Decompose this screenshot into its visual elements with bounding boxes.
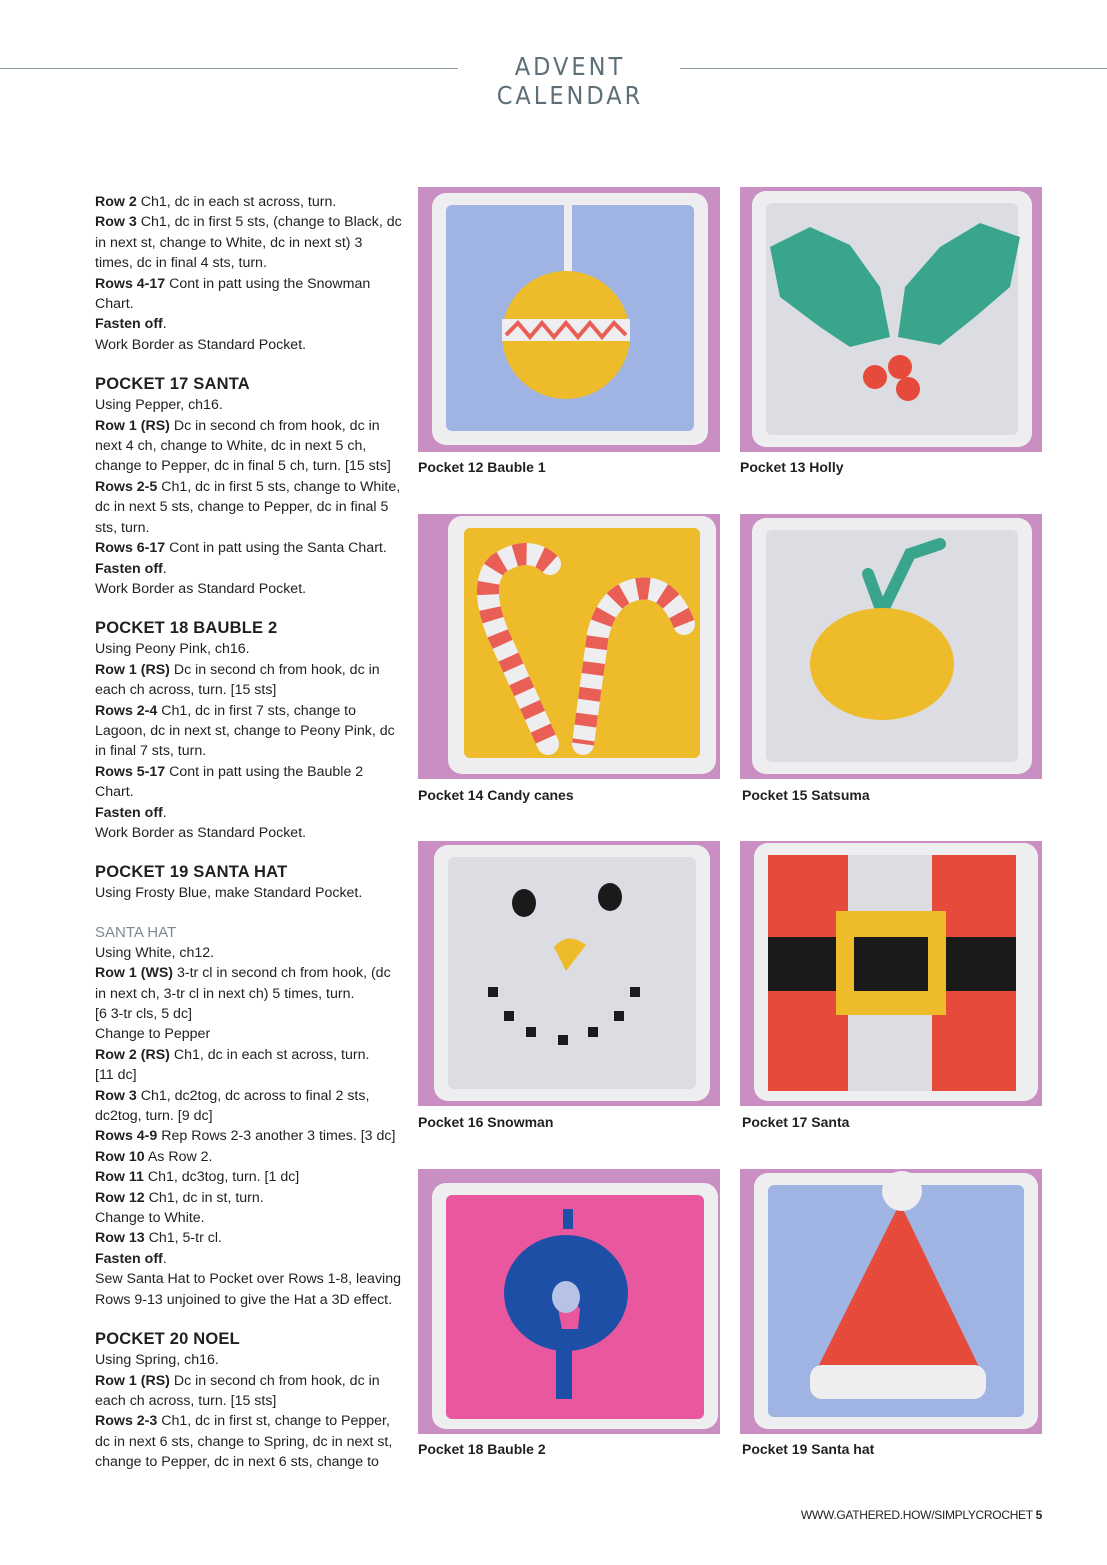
heading-pocket19: POCKET 19 SANTA HAT [95,863,288,882]
pattern-line: Row 2 (RS) Ch1, dc in each st across, turn. [95,1046,370,1063]
photo-pocket-17-santa [740,841,1042,1106]
pattern-line: Row 1 (RS) Dc in second ch from hook, dc in [95,661,380,678]
pattern-line: Chart. [95,296,134,313]
pattern-line: Sew Santa Hat to Pocket over Rows 1-8, leaving [95,1271,401,1288]
pattern-line: Rows 9-13 unjoined to give the Hat a 3D effect. [95,1291,393,1308]
pattern-line: Using Peony Pink, ch16. [95,641,250,658]
spacer [95,355,400,373]
header-rule-left [0,68,458,69]
pattern-line: sts, turn. [95,519,150,536]
photo-pocket-15-satsuma [740,514,1042,779]
spacer [95,904,400,922]
caption-pocket-14: Pocket 14 Candy canes [418,787,574,803]
caption-pocket-16: Pocket 16 Snowman [418,1114,554,1130]
pattern-line: Using Spring, ch16. [95,1352,219,1369]
pattern-line: Row 1 (RS) Dc in second ch from hook, dc in [95,1372,380,1389]
pattern-line: Using Pepper, ch16. [95,397,223,414]
pattern-line: Change to White. [95,1210,205,1227]
pattern-line: Row 1 (RS) Dc in second ch from hook, dc in [95,417,380,434]
heading-pocket20: POCKET 20 NOEL [95,1330,240,1349]
pattern-line: in next st, change to White, dc in next st) 3 [95,234,363,251]
caption-pocket-17: Pocket 17 Santa [742,1114,850,1130]
pattern-line: Rows 2-4 Ch1, dc in first 7 sts, change to [95,702,357,719]
pattern-line: Rows 2-3 Ch1, dc in first st, change to Pepper, [95,1413,390,1430]
pattern-line: [6 3-tr cls, 5 dc] [95,1006,192,1022]
pattern-line: each ch across, turn. [15 sts] [95,1392,277,1409]
pattern-line: Using Frosty Blue, make Standard Pocket. [95,885,363,902]
caption-pocket-18: Pocket 18 Bauble 2 [418,1441,546,1457]
pattern-line: Rows 4-17 Cont in patt using the Snowman [95,275,371,292]
photo-pocket-13-holly [740,187,1042,452]
pattern-line: Fasten off. [95,560,167,577]
pattern-line: times, dc in final 4 sts, turn. [95,255,267,272]
pattern-line: dc2tog, turn. [9 dc] [95,1108,213,1125]
heading-pocket17: POCKET 17 SANTA [95,375,250,394]
pattern-line: Row 3 Ch1, dc2tog, dc across to final 2 sts, [95,1087,370,1104]
pattern-line: Row 12 Ch1, dc in st, turn. [95,1189,264,1206]
pattern-line: Row 1 (WS) 3-tr cl in second ch from hook, (dc [95,965,391,982]
photo-pocket-14-candy-canes [418,514,720,779]
pattern-line: Rows 4-9 Rep Rows 2-3 another 3 times. [3 dc] [95,1128,396,1145]
pattern-line: Row 13 Ch1, 5-tr cl. [95,1230,222,1247]
pattern-line: Fasten off. [95,316,167,333]
spacer [95,1310,400,1328]
pattern-line: each ch across, turn. [15 sts] [95,682,277,699]
pattern-line: in next ch, 3-tr cl in next ch) 5 times, turn. [95,985,355,1002]
photo-pocket-19-santa-hat [740,1169,1042,1434]
pattern-line: dc in next 5 sts, change to Pepper, dc in final 5 [95,499,389,516]
pattern-line: Row 11 Ch1, dc3tog, turn. [1 dc] [95,1169,300,1186]
pattern-line: Fasten off. [95,804,167,821]
pattern-line: Row 10 As Row 2. [95,1148,213,1165]
photo-pocket-12-bauble-1 [418,187,720,452]
pattern-line: in final 7 sts, turn. [95,743,207,760]
pattern-line: Row 3 Ch1, dc in first 5 sts, (change to Black, dc [95,214,402,231]
page-number: 5 [1035,1508,1042,1522]
pattern-line: Work Border as Standard Pocket. [95,336,307,353]
pattern-line: Rows 5-17 Cont in patt using the Bauble 2 [95,763,364,780]
pattern-text-column [95,192,400,1473]
pattern-line: next 4 ch, change to White, dc in next 5 ch, [95,438,367,455]
heading-santahat: SANTA HAT [95,923,177,941]
pattern-line: dc in next 6 sts, change to Spring, dc in next st, [95,1433,393,1450]
pattern-line: Rows 6-17 Cont in patt using the Santa Chart. [95,540,387,557]
caption-pocket-15: Pocket 15 Satsuma [742,787,870,803]
pattern-line: Fasten off. [95,1250,167,1267]
pattern-line: Rows 2-5 Ch1, dc in first 5 sts, change to White, [95,478,401,495]
caption-pocket-12: Pocket 12 Bauble 1 [418,459,546,475]
pattern-line: Work Border as Standard Pocket. [95,580,307,597]
pattern-line: change to Pepper, dc in final 5 ch, turn. [15 sts] [95,458,391,475]
pattern-line: Row 2 Ch1, dc in each st across, turn. [95,194,337,210]
pattern-line: Change to Pepper [95,1026,211,1043]
section-title: ADVENT CALENDAR [496,52,644,110]
spacer [95,599,400,617]
pattern-line: Using White, ch12. [95,944,215,961]
page-footer [801,1508,1042,1522]
pattern-line: Lagoon, dc in next st, change to Peony Pink, dc [95,722,395,739]
header-rule-right [680,68,1107,69]
footer-url[interactable]: WWW.GATHERED.HOW/SIMPLYCROCHET [800,1508,1033,1522]
photo-pocket-16-snowman [418,841,720,1106]
pattern-line: Work Border as Standard Pocket. [95,824,307,841]
spacer [95,843,400,861]
pattern-line: [11 dc] [95,1067,137,1084]
heading-pocket18: POCKET 18 BAUBLE 2 [95,619,278,638]
photo-pocket-18-bauble-2 [418,1169,720,1434]
pattern-line: Chart. [95,784,134,801]
caption-pocket-13: Pocket 13 Holly [740,459,844,475]
pattern-line: change to Pepper, dc in next 6 sts, change to [95,1454,379,1471]
caption-pocket-19: Pocket 19 Santa hat [742,1441,875,1457]
